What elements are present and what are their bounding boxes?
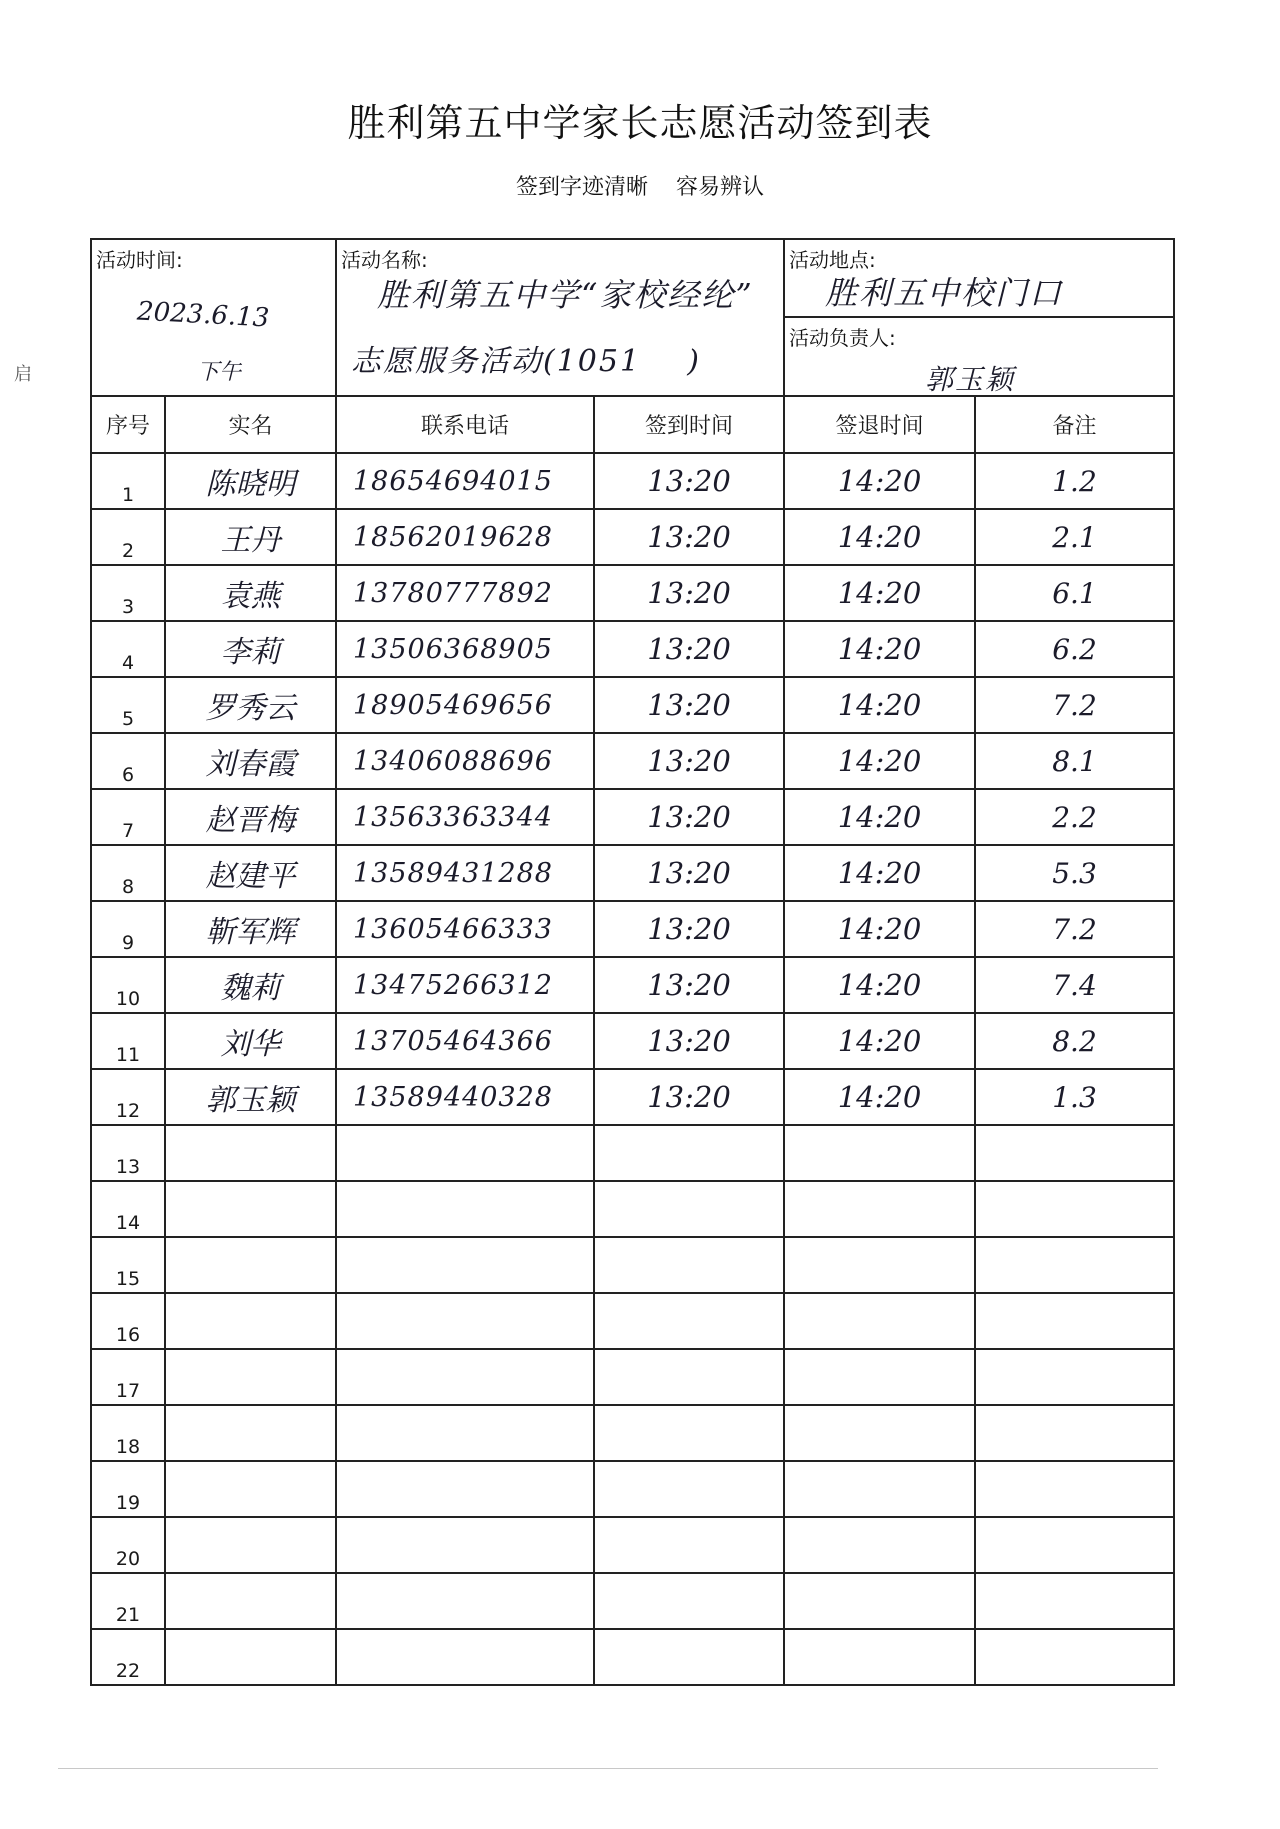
row-note: 7.4 [975, 957, 1174, 1013]
row-index: 8 [91, 845, 165, 901]
row-checkin-time [594, 1181, 784, 1237]
row-checkin-time: 13:20 [594, 621, 784, 677]
row-note [975, 1461, 1174, 1517]
row-checkin-time: 13:20 [594, 1013, 784, 1069]
row-phone: 13506368905 [336, 621, 594, 677]
row-name [165, 1181, 336, 1237]
row-checkin-time [594, 1629, 784, 1685]
row-note [975, 1125, 1174, 1181]
table-row [91, 1293, 1174, 1349]
row-note: 7.2 [975, 901, 1174, 957]
row-phone [336, 1461, 594, 1517]
row-name [165, 1293, 336, 1349]
row-checkout-time: 14:20 [784, 509, 975, 565]
row-checkin-time [594, 1461, 784, 1517]
row-checkout-time [784, 1461, 975, 1517]
header-index: 序号 [91, 396, 165, 453]
row-phone: 13589440328 [336, 1069, 594, 1125]
row-name: 赵晋梅 [165, 789, 336, 845]
row-index: 11 [91, 1013, 165, 1069]
row-index: 15 [91, 1237, 165, 1293]
row-checkin-time [594, 1349, 784, 1405]
activity-location-label: 活动地点: [789, 248, 876, 272]
row-checkout-time [784, 1517, 975, 1573]
activity-name-line2: 志愿服务活动(1051 ) [351, 344, 701, 379]
row-note: 7.2 [975, 677, 1174, 733]
row-name: 靳军辉 [165, 901, 336, 957]
row-note [975, 1237, 1174, 1293]
table-row [91, 1405, 1174, 1461]
row-phone: 13589431288 [336, 845, 594, 901]
row-name [165, 1573, 336, 1629]
activity-name-cell [336, 239, 784, 396]
row-checkin-time [594, 1293, 784, 1349]
row-note [975, 1293, 1174, 1349]
table-row [91, 845, 1174, 901]
row-checkin-time: 13:20 [594, 901, 784, 957]
row-index: 17 [91, 1349, 165, 1405]
row-index: 18 [91, 1405, 165, 1461]
activity-time-cell [91, 239, 336, 396]
row-name: 袁燕 [165, 565, 336, 621]
row-checkin-time: 13:20 [594, 509, 784, 565]
activity-leader-value: 郭玉颖 [925, 363, 1016, 396]
row-phone: 13563363344 [336, 789, 594, 845]
row-index: 14 [91, 1181, 165, 1237]
row-index: 9 [91, 901, 165, 957]
row-index: 12 [91, 1069, 165, 1125]
row-checkout-time [784, 1629, 975, 1685]
row-checkout-time: 14:20 [784, 733, 975, 789]
row-note [975, 1629, 1174, 1685]
row-note: 8.2 [975, 1013, 1174, 1069]
row-note: 1.2 [975, 453, 1174, 509]
row-index: 19 [91, 1461, 165, 1517]
header-checkin: 签到时间 [594, 396, 784, 453]
row-phone: 18562019628 [336, 509, 594, 565]
row-phone [336, 1405, 594, 1461]
activity-leader-label: 活动负责人: [789, 326, 896, 350]
row-name: 郭玉颖 [165, 1069, 336, 1125]
row-checkout-time [784, 1405, 975, 1461]
row-checkin-time [594, 1573, 784, 1629]
row-checkout-time [784, 1573, 975, 1629]
row-checkout-time: 14:20 [784, 1013, 975, 1069]
table-row [91, 509, 1174, 565]
signin-table [90, 238, 1175, 1686]
activity-name-line1: 胜利第五中学“家校经纶” [377, 276, 754, 314]
row-checkout-time [784, 1237, 975, 1293]
row-checkin-time [594, 1405, 784, 1461]
header-checkout: 签退时间 [784, 396, 975, 453]
table-row [91, 1629, 1174, 1685]
row-checkin-time [594, 1125, 784, 1181]
row-checkout-time [784, 1181, 975, 1237]
signin-sheet [90, 238, 1173, 1686]
row-name: 李莉 [165, 621, 336, 677]
row-note [975, 1573, 1174, 1629]
row-checkin-time: 13:20 [594, 845, 784, 901]
row-index: 13 [91, 1125, 165, 1181]
row-index: 6 [91, 733, 165, 789]
row-note: 5.3 [975, 845, 1174, 901]
margin-mark: 启 [14, 364, 32, 385]
row-checkout-time [784, 1349, 975, 1405]
table-row [91, 565, 1174, 621]
table-row [91, 677, 1174, 733]
row-note [975, 1181, 1174, 1237]
table-row [91, 621, 1174, 677]
activity-time-value: 2023.6.13 [136, 296, 271, 334]
table-row [91, 1461, 1174, 1517]
row-checkout-time: 14:20 [784, 1069, 975, 1125]
row-name: 罗秀云 [165, 677, 336, 733]
row-note [975, 1517, 1174, 1573]
table-row [91, 957, 1174, 1013]
row-phone [336, 1237, 594, 1293]
row-name: 陈晓明 [165, 453, 336, 509]
row-checkout-time: 14:20 [784, 453, 975, 509]
table-row [91, 1181, 1174, 1237]
row-index: 21 [91, 1573, 165, 1629]
table-row [91, 453, 1174, 509]
table-row [91, 733, 1174, 789]
table-row [91, 1349, 1174, 1405]
table-body [91, 453, 1174, 1685]
row-checkin-time: 13:20 [594, 1069, 784, 1125]
table-row [91, 789, 1174, 845]
row-phone: 13780777892 [336, 565, 594, 621]
row-phone: 13605466333 [336, 901, 594, 957]
row-checkin-time: 13:20 [594, 677, 784, 733]
row-name: 刘华 [165, 1013, 336, 1069]
row-note [975, 1405, 1174, 1461]
table-row [91, 1573, 1174, 1629]
location-leader-cell [784, 239, 1174, 396]
row-phone: 18905469656 [336, 677, 594, 733]
activity-location-box [785, 240, 1173, 318]
row-checkin-time: 13:20 [594, 789, 784, 845]
table-row [91, 1517, 1174, 1573]
row-phone [336, 1349, 594, 1405]
row-checkin-time [594, 1517, 784, 1573]
row-checkout-time: 14:20 [784, 845, 975, 901]
row-name: 赵建平 [165, 845, 336, 901]
table-row [91, 1013, 1174, 1069]
row-note [975, 1349, 1174, 1405]
row-phone [336, 1629, 594, 1685]
row-note: 6.1 [975, 565, 1174, 621]
row-checkout-time [784, 1125, 975, 1181]
table-row [91, 1125, 1174, 1181]
row-name [165, 1349, 336, 1405]
row-phone [336, 1125, 594, 1181]
row-index: 16 [91, 1293, 165, 1349]
row-checkout-time: 14:20 [784, 565, 975, 621]
row-name [165, 1461, 336, 1517]
info-row [91, 239, 1174, 396]
activity-leader-box [785, 318, 1173, 395]
row-name: 魏莉 [165, 957, 336, 1013]
row-phone: 13406088696 [336, 733, 594, 789]
row-checkin-time: 13:20 [594, 733, 784, 789]
row-note: 2.2 [975, 789, 1174, 845]
row-checkout-time: 14:20 [784, 677, 975, 733]
row-index: 7 [91, 789, 165, 845]
table-row [91, 1069, 1174, 1125]
row-index: 3 [91, 565, 165, 621]
row-name [165, 1517, 336, 1573]
row-index: 5 [91, 677, 165, 733]
row-index: 22 [91, 1629, 165, 1685]
row-phone: 18654694015 [336, 453, 594, 509]
row-phone [336, 1181, 594, 1237]
row-checkin-time: 13:20 [594, 453, 784, 509]
row-name [165, 1405, 336, 1461]
row-phone [336, 1573, 594, 1629]
row-index: 2 [91, 509, 165, 565]
activity-name-label: 活动名称: [341, 248, 428, 272]
row-checkin-time [594, 1237, 784, 1293]
row-phone: 13475266312 [336, 957, 594, 1013]
row-note: 2.1 [975, 509, 1174, 565]
row-name [165, 1125, 336, 1181]
table-row [91, 1237, 1174, 1293]
row-checkout-time [784, 1293, 975, 1349]
row-index: 1 [91, 453, 165, 509]
activity-location-value: 胜利五中校门口 [825, 274, 1064, 312]
header-name: 实名 [165, 396, 336, 453]
row-phone [336, 1293, 594, 1349]
row-note: 1.3 [975, 1069, 1174, 1125]
header-phone: 联系电话 [336, 396, 594, 453]
row-index: 10 [91, 957, 165, 1013]
row-name: 王丹 [165, 509, 336, 565]
row-checkin-time: 13:20 [594, 957, 784, 1013]
table-row [91, 901, 1174, 957]
row-name [165, 1237, 336, 1293]
row-name [165, 1629, 336, 1685]
header-note: 备注 [975, 396, 1174, 453]
row-checkout-time: 14:20 [784, 621, 975, 677]
page-title: 胜利第五中学家长志愿活动签到表 [347, 101, 933, 145]
row-note: 8.1 [975, 733, 1174, 789]
table-header-row [91, 396, 1174, 453]
activity-time-label: 活动时间: [96, 248, 183, 272]
activity-time-period: 下午 [197, 360, 242, 385]
row-note: 6.2 [975, 621, 1174, 677]
row-checkin-time: 13:20 [594, 565, 784, 621]
row-phone: 13705464366 [336, 1013, 594, 1069]
row-checkout-time: 14:20 [784, 789, 975, 845]
row-name: 刘春霞 [165, 733, 336, 789]
row-phone [336, 1517, 594, 1573]
row-index: 20 [91, 1517, 165, 1573]
row-checkout-time: 14:20 [784, 901, 975, 957]
page-subtitle: 签到字迹清晰 容易辨认 [516, 175, 764, 200]
row-checkout-time: 14:20 [784, 957, 975, 1013]
page-bottom-rule [58, 1768, 1158, 1769]
row-index: 4 [91, 621, 165, 677]
